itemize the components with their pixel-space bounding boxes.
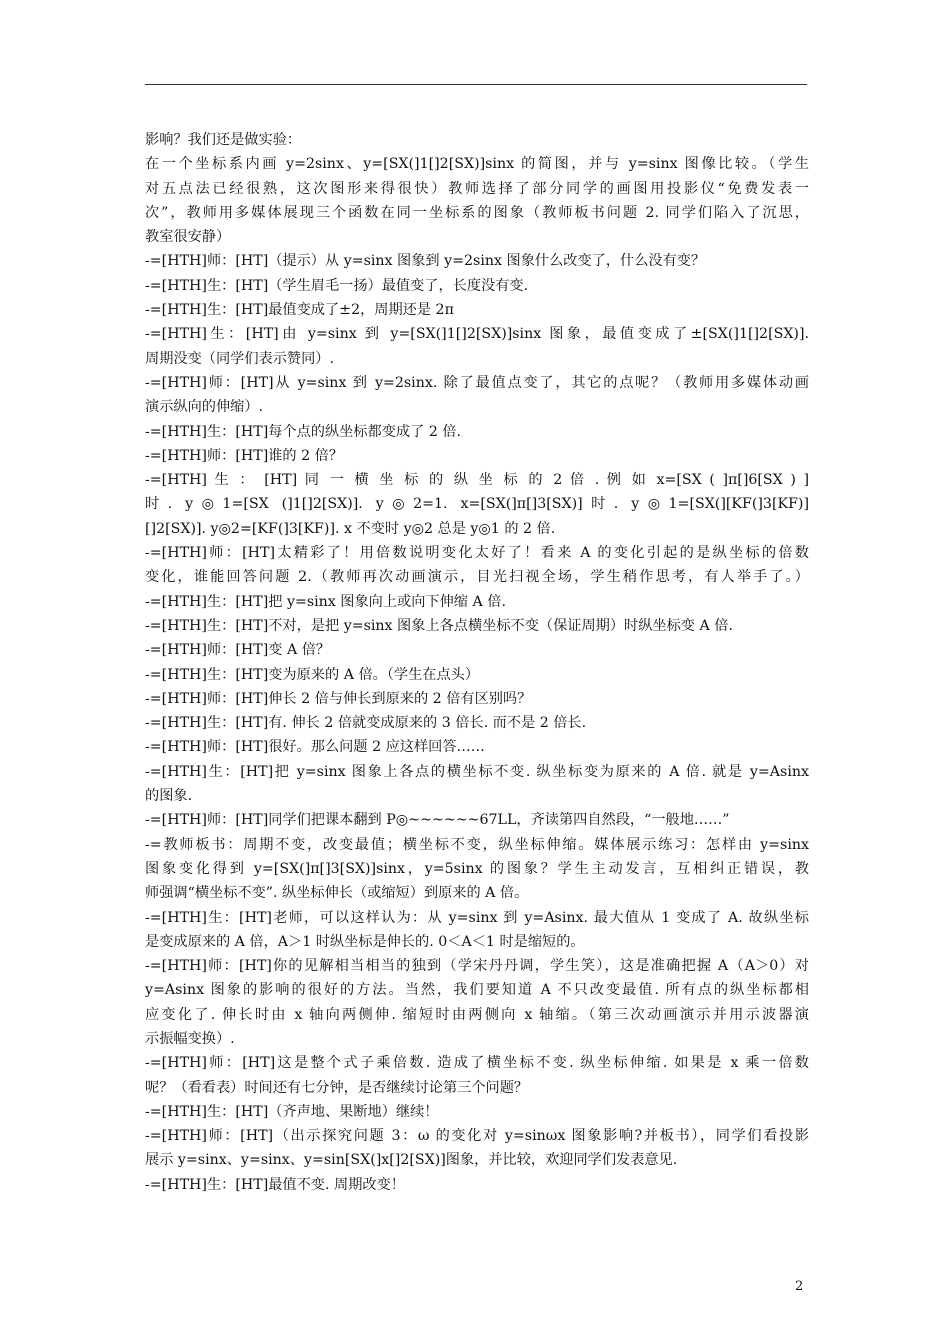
text-line: 时. y◎1=[SX (]1[]2[SX)]. y◎2=1. x=[SX(]π[]3[SX)]时. y◎1=[SX(][KF(]3[KF)] [145, 496, 809, 513]
text-line: 对五点法已经很熟，这次图形来得很快）教师选择了部分同学的画图用投影仪“免费发表一 [145, 180, 809, 197]
text-line: 在一个坐标系内画 y=2sinx、y=[SX(]1[]2[SX)]sinx 的简图，并与 y=sinx 图像比较。（学生 [145, 156, 809, 173]
text-line: -=教师板书：周期不变，改变最值；横坐标不变，纵坐标伸缩。媒体展示练习：怎样由 y=sinx [145, 836, 809, 853]
text-line: -=[HTH]师：[HT]这是整个式子乘倍数. 造成了横坐标不变. 纵坐标伸缩. 如果是 x 乘一倍数 [145, 1055, 809, 1072]
text-line: -=[HTH]生：[HT]（齐声地、果断地）继续！ [145, 1103, 439, 1120]
text-line: -=[HTH]师：[HT]（出示探究问题 3：ω 的变化对 y=sinωx 图象影响?并板书），同学们看投影 [145, 1128, 809, 1145]
text-line: -=[HTH]生：[HT]最值不变. 周期改变！ [145, 1176, 405, 1193]
document-body [145, 128, 809, 1197]
text-line: []2[SX)]. y◎2=[KF(]3[KF)]. x 不变时 y◎2 总是 y◎1 的 2 倍. [145, 520, 556, 537]
text-line: 的图象. [145, 788, 193, 805]
text-line: 应变化了. 伸长时由 x 轴向两侧伸. 缩短时由两侧向 x 轴缩。（第三次动画演示并用示波器演 [145, 1006, 809, 1023]
text-line: 影响？我们还是做实验： [145, 132, 302, 148]
text-line: -=[HTH]生：[HT]把 y=sinx 图象上各点的横坐标不变. 纵坐标变为原来的 A 倍. 就是 y=Asinx [145, 763, 809, 780]
text-line: -=[HTH]生：[HT]最值变成了±2，周期还是 2π [145, 302, 454, 319]
text-line: 次”，教师用多媒体展现三个函数在同一坐标系的图象（教师板书问题 2. 同学们陷入了沉思， [145, 204, 809, 221]
text-line: -=[HTH]生：[HT]有. 伸长 2 倍就变成原来的 3 倍长. 而不是 2 倍长. [145, 715, 587, 732]
text-line: 演示纵向的伸缩）. [145, 399, 264, 416]
header-rule [145, 84, 807, 85]
text-line: 展示 y=sinx、y=sinx、y=sin[SX(]x[]2[SX)]图象，并比较，欢迎同学们发表意见. [145, 1152, 678, 1169]
text-line: -=[HTH]师：[HT]你的见解相当相当的独到（学宋丹丹调，学生笑），这是准确把握 A（A＞0）对 [145, 958, 809, 975]
text-line: 变化，谁能回答问题 2.（教师再次动画演示，目光扫视全场，学生稍作思考，有人举手了。） [145, 569, 809, 586]
text-line: -=[HTH]师：[HT]同学们把课本翻到 P◎~~~~~~67LL，齐读第四自然段，“一般地……” [145, 812, 730, 829]
text-line: y=Asinx 图象的影响的很好的方法。当然，我们要知道 A 不只改变最值. 所有点的纵坐标都相 [145, 982, 809, 999]
text-line: -=[HTH] 生 ： [HT] 同 一 横 坐 标 的 纵 坐 标 的 2 倍 . 例 如 x=[SX ( ]π[]6[SX ) ] [145, 472, 809, 489]
text-line: -=[HTH]师：[HT]太精彩了！用倍数说明变化太好了！看来 A 的变化引起的是纵坐标的倍数 [145, 545, 809, 562]
text-line: -=[HTH]生：[HT]（学生眉毛一扬）最值变了，长度没有变. [145, 277, 529, 294]
text-line: -=[HTH]师：[HT]从 y=sinx 到 y=2sinx. 除了最值点变了，其它的点呢？（教师用多媒体动画 [145, 374, 809, 391]
text-line: -=[HTH]师：[HT]伸长 2 倍与伸长到原来的 2 倍有区别吗？ [145, 690, 532, 707]
text-line: -=[HTH]生：[HT]每个点的纵坐标都变成了 2 倍. [145, 423, 462, 440]
text-line: 教室很安静） [145, 229, 231, 246]
text-line: -=[HTH]生：[HT]把 y=sinx 图象向上或向下伸缩 A 倍. [145, 593, 506, 610]
text-line: -=[HTH]师：[HT]谁的 2 倍？ [145, 447, 344, 464]
text-line: 周期没变（同学们表示赞同）. [145, 350, 334, 367]
text-line: -=[HTH]师：[HT]（提示）从 y=sinx 图象到 y=2sinx 图象什么改变了，什么没有变？ [145, 253, 706, 270]
text-line: 师强调“横坐标不变”. 纵坐标伸长（或缩短）到原来的 A 倍。 [145, 885, 529, 902]
text-line: 示振幅变换）. [145, 1030, 235, 1047]
text-line: -=[HTH]生：[HT]老师，可以这样认为：从 y=sinx 到 y=Asinx. 最大值从 1 变成了 A. 故纵坐标 [145, 909, 809, 926]
text-line: 是变成原来的 A 倍，A＞1 时纵坐标是伸长的. 0＜A＜1 时是缩短的。 [145, 933, 585, 950]
text-line: -=[HTH]生：[HT]由 y=sinx 到 y=[SX(]1[]2[SX)]sinx 图象，最值变成了±[SX(]1[]2[SX)]. [145, 326, 809, 343]
text-line: -=[HTH]师：[HT]变 A 倍？ [145, 642, 331, 659]
text-line: -=[HTH]生：[HT]不对，是把 y=sinx 图象上各点横坐标不变（保证周期）时纵坐标变 A 倍. [145, 617, 733, 634]
text-line: 图象变化得到 y=[SX(]π[]3[SX)]sinx，y=5sinx 的图象？学生主动发言，互相纠正错误，教 [145, 860, 809, 877]
text-line: 呢？（看看表）时间还有七分钟，是否继续讨论第三个问题？ [145, 1079, 529, 1096]
page-number: 2 [795, 1279, 804, 1294]
text-line: -=[HTH]师：[HT]很好。那么问题 2 应这样回答…… [145, 739, 485, 756]
text-line: -=[HTH]生：[HT]变为原来的 A 倍。（学生在点头） [145, 666, 480, 683]
